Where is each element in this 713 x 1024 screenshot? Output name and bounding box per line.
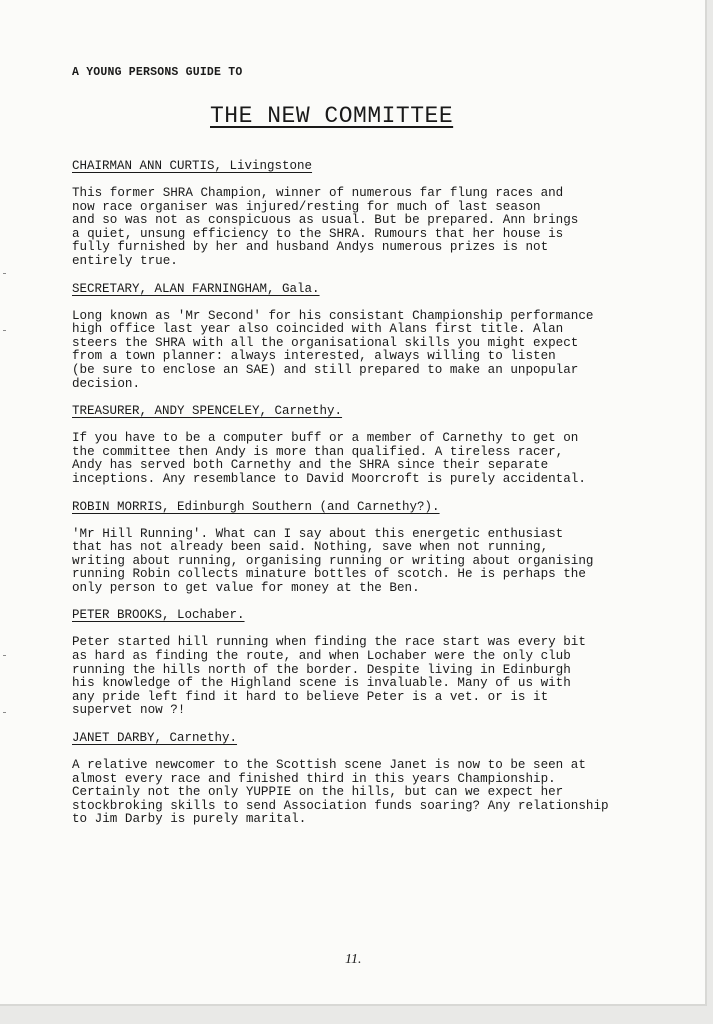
section-heading: CHAIRMAN ANN CURTIS, Livingstone [72,159,313,173]
section-peter-brooks [72,608,672,718]
margin-mark [3,273,6,274]
section-secretary [72,282,672,392]
document-content [72,66,672,827]
margin-mark [3,330,6,331]
section-body: 'Mr Hill Running'. What can I say about this energetic enthusiast that has not already been said. Nothing, save when not running, writing about running, organising running or writing about organising running Robin collects minature bottles of scotch. He is perhaps the only person to get value for money at the Ben. [72,526,594,595]
section-treasurer [72,404,672,486]
section-heading: PETER BROOKS, Lochaber. [72,608,245,623]
section-body: A relative newcomer to the Scottish scene Janet is now to be seen at almost every race and finished third in this years Championship. Certainly not the only YUPPIE on the hills, but can we expect her stockbroking skills to send Association funds soaring? Any relationship to Jim Darby is purely marital. [72,758,609,827]
section-body: Long known as 'Mr Second' for his consistant Championship performance high office last year also coincided with Alans first title. Alan steers the SHRA with all the organisational skills you might expect from a town planner: always interested, always willing to listen (be sure to enclose an SAE) and still prepared to make an unpopular decision. [72,308,594,391]
section-body: If you have to be a computer buff or a member of Carnethy to get on the committee then Andy is more than qualified. A tireless racer, Andy has served both Carnethy and the SHRA since their separate inceptions. Any resemblance to David Moorcroft is purely accidental. [72,431,586,486]
section-heading: SECRETARY, ALAN FARNINGHAM, Gala. [72,281,320,296]
section-body: Peter started hill running when finding the race start was every bit as hard as finding the route, and when Lochaber were the only club running the hills north of the border. Despite living in Edinburgh his knowledge of the Highland scene is invaluable. Many of us with any pride left find it hard to believe Peter is a vet. or is it supervet now ?! [72,635,586,718]
section-body: This former SHRA Champion, winner of numerous far flung races and now race organiser was injured/resting for much of last season and so was not as conspicuous as usual. But be prepared. Ann brings a quiet, unsung efficiency to the SHRA. Rumours that her house is fully furnished by her and husband Andys numerous prizes is not entirely true. [72,186,579,268]
document-title: THE NEW COMMITTEE [210,103,454,129]
section-heading: JANET DARBY, Carnethy. [72,731,238,746]
document-kicker: A YOUNG PERSONS GUIDE TO [72,66,243,79]
margin-mark [3,712,6,713]
section-heading: TREASURER, ANDY SPENCELEY, Carnethy. [72,404,343,419]
margin-mark [3,655,6,656]
section-janet-darby [72,731,672,827]
section-robin-morris [72,500,672,596]
section-heading: ROBIN MORRIS, Edinburgh Southern (and Carnethy?). [72,499,440,514]
section-chairman [72,159,672,269]
page-number: 11. [345,952,362,967]
